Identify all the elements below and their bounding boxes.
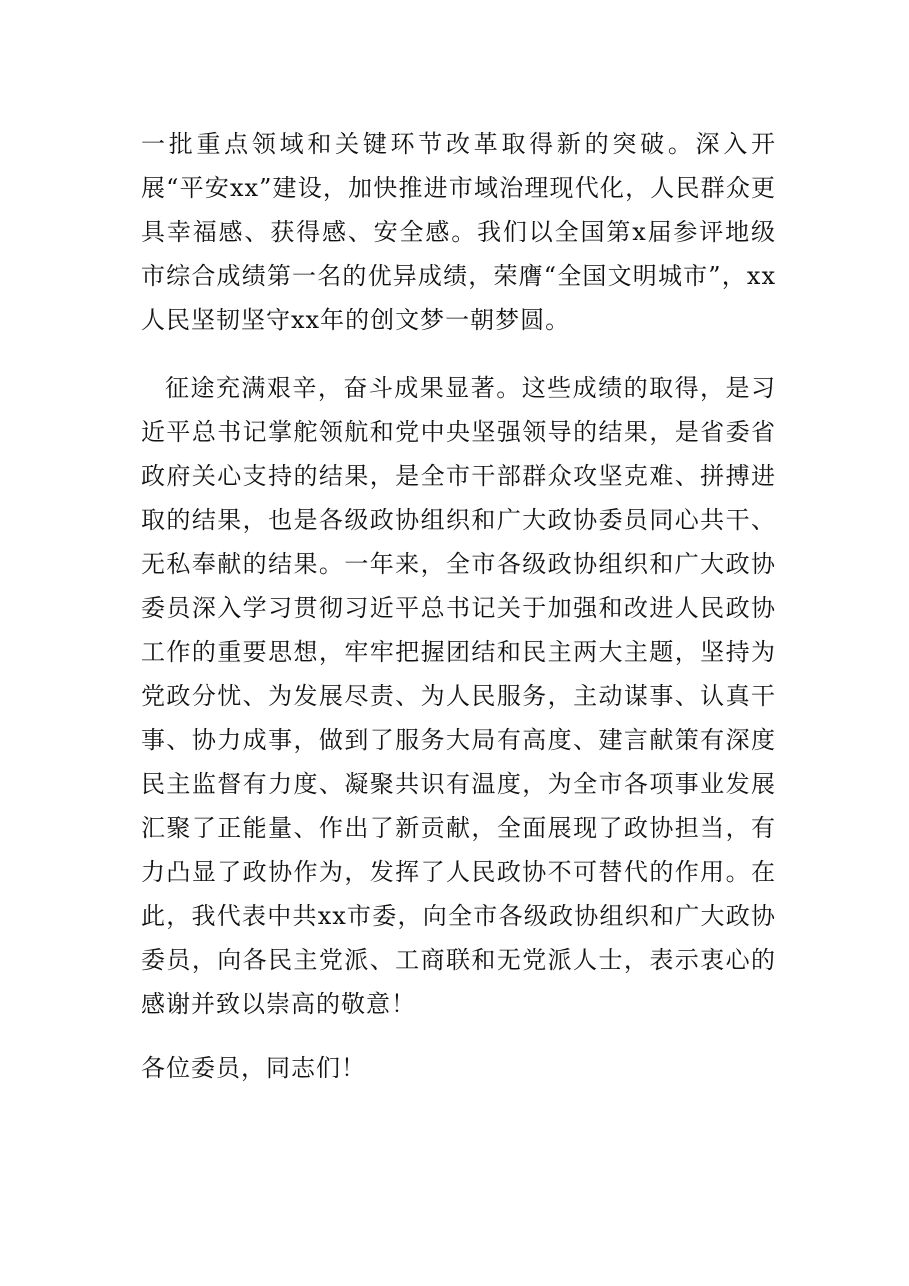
paragraph-reform-achievements: 一批重点领域和关键环节改革取得新的突破。深入开展“平安xx”建设，加快推进市域治理现代化，人民群众更具幸福感、获得感、安全感。我们以全国第x届参评地级市综合成绩第一名的优异成绩，荣膺“全国文明城市”，xx人民坚韧坚守xx年的创文梦一朝梦圆。 [141,130,776,334]
paragraph-salutation: 各位委员，同志们！ [141,1054,366,1082]
document-body [141,122,776,1090]
paragraph-acknowledgements: 征途充满艰辛，奋斗成果显著。这些成绩的取得，是习近平总书记掌舵领航和党中央坚强领导的结果，是省委省政府关心支持的结果，是全市干部群众攻坚克难、拼搏进取的结果，也是各级政协组织和广大政协委员同心共干、无私奉献的结果。一年来，全市各级政协组织和广大政协委员深入学习贯彻习近平总书记关于加强和改进人民政协工作的重要思想，牢牢把握团结和民主两大主题，坚持为党政分忧、为发展尽责、为人民服务，主动谋事、认真干事、协力成事，做到了服务大局有高度、建言献策有深度民主监督有力度、凝聚共识有温度，为全市各项事业发展汇聚了正能量、作出了新贡献，全面展现了政协担当，有力凸显了政协作为，发挥了人民政协不可替代的作用。在此，我代表中共xx市委，向全市各级政协组织和广大政协委员，向各民主党派、工商联和无党派人士，表示衷心的感谢并致以崇高的敬意！ [141,374,776,1018]
